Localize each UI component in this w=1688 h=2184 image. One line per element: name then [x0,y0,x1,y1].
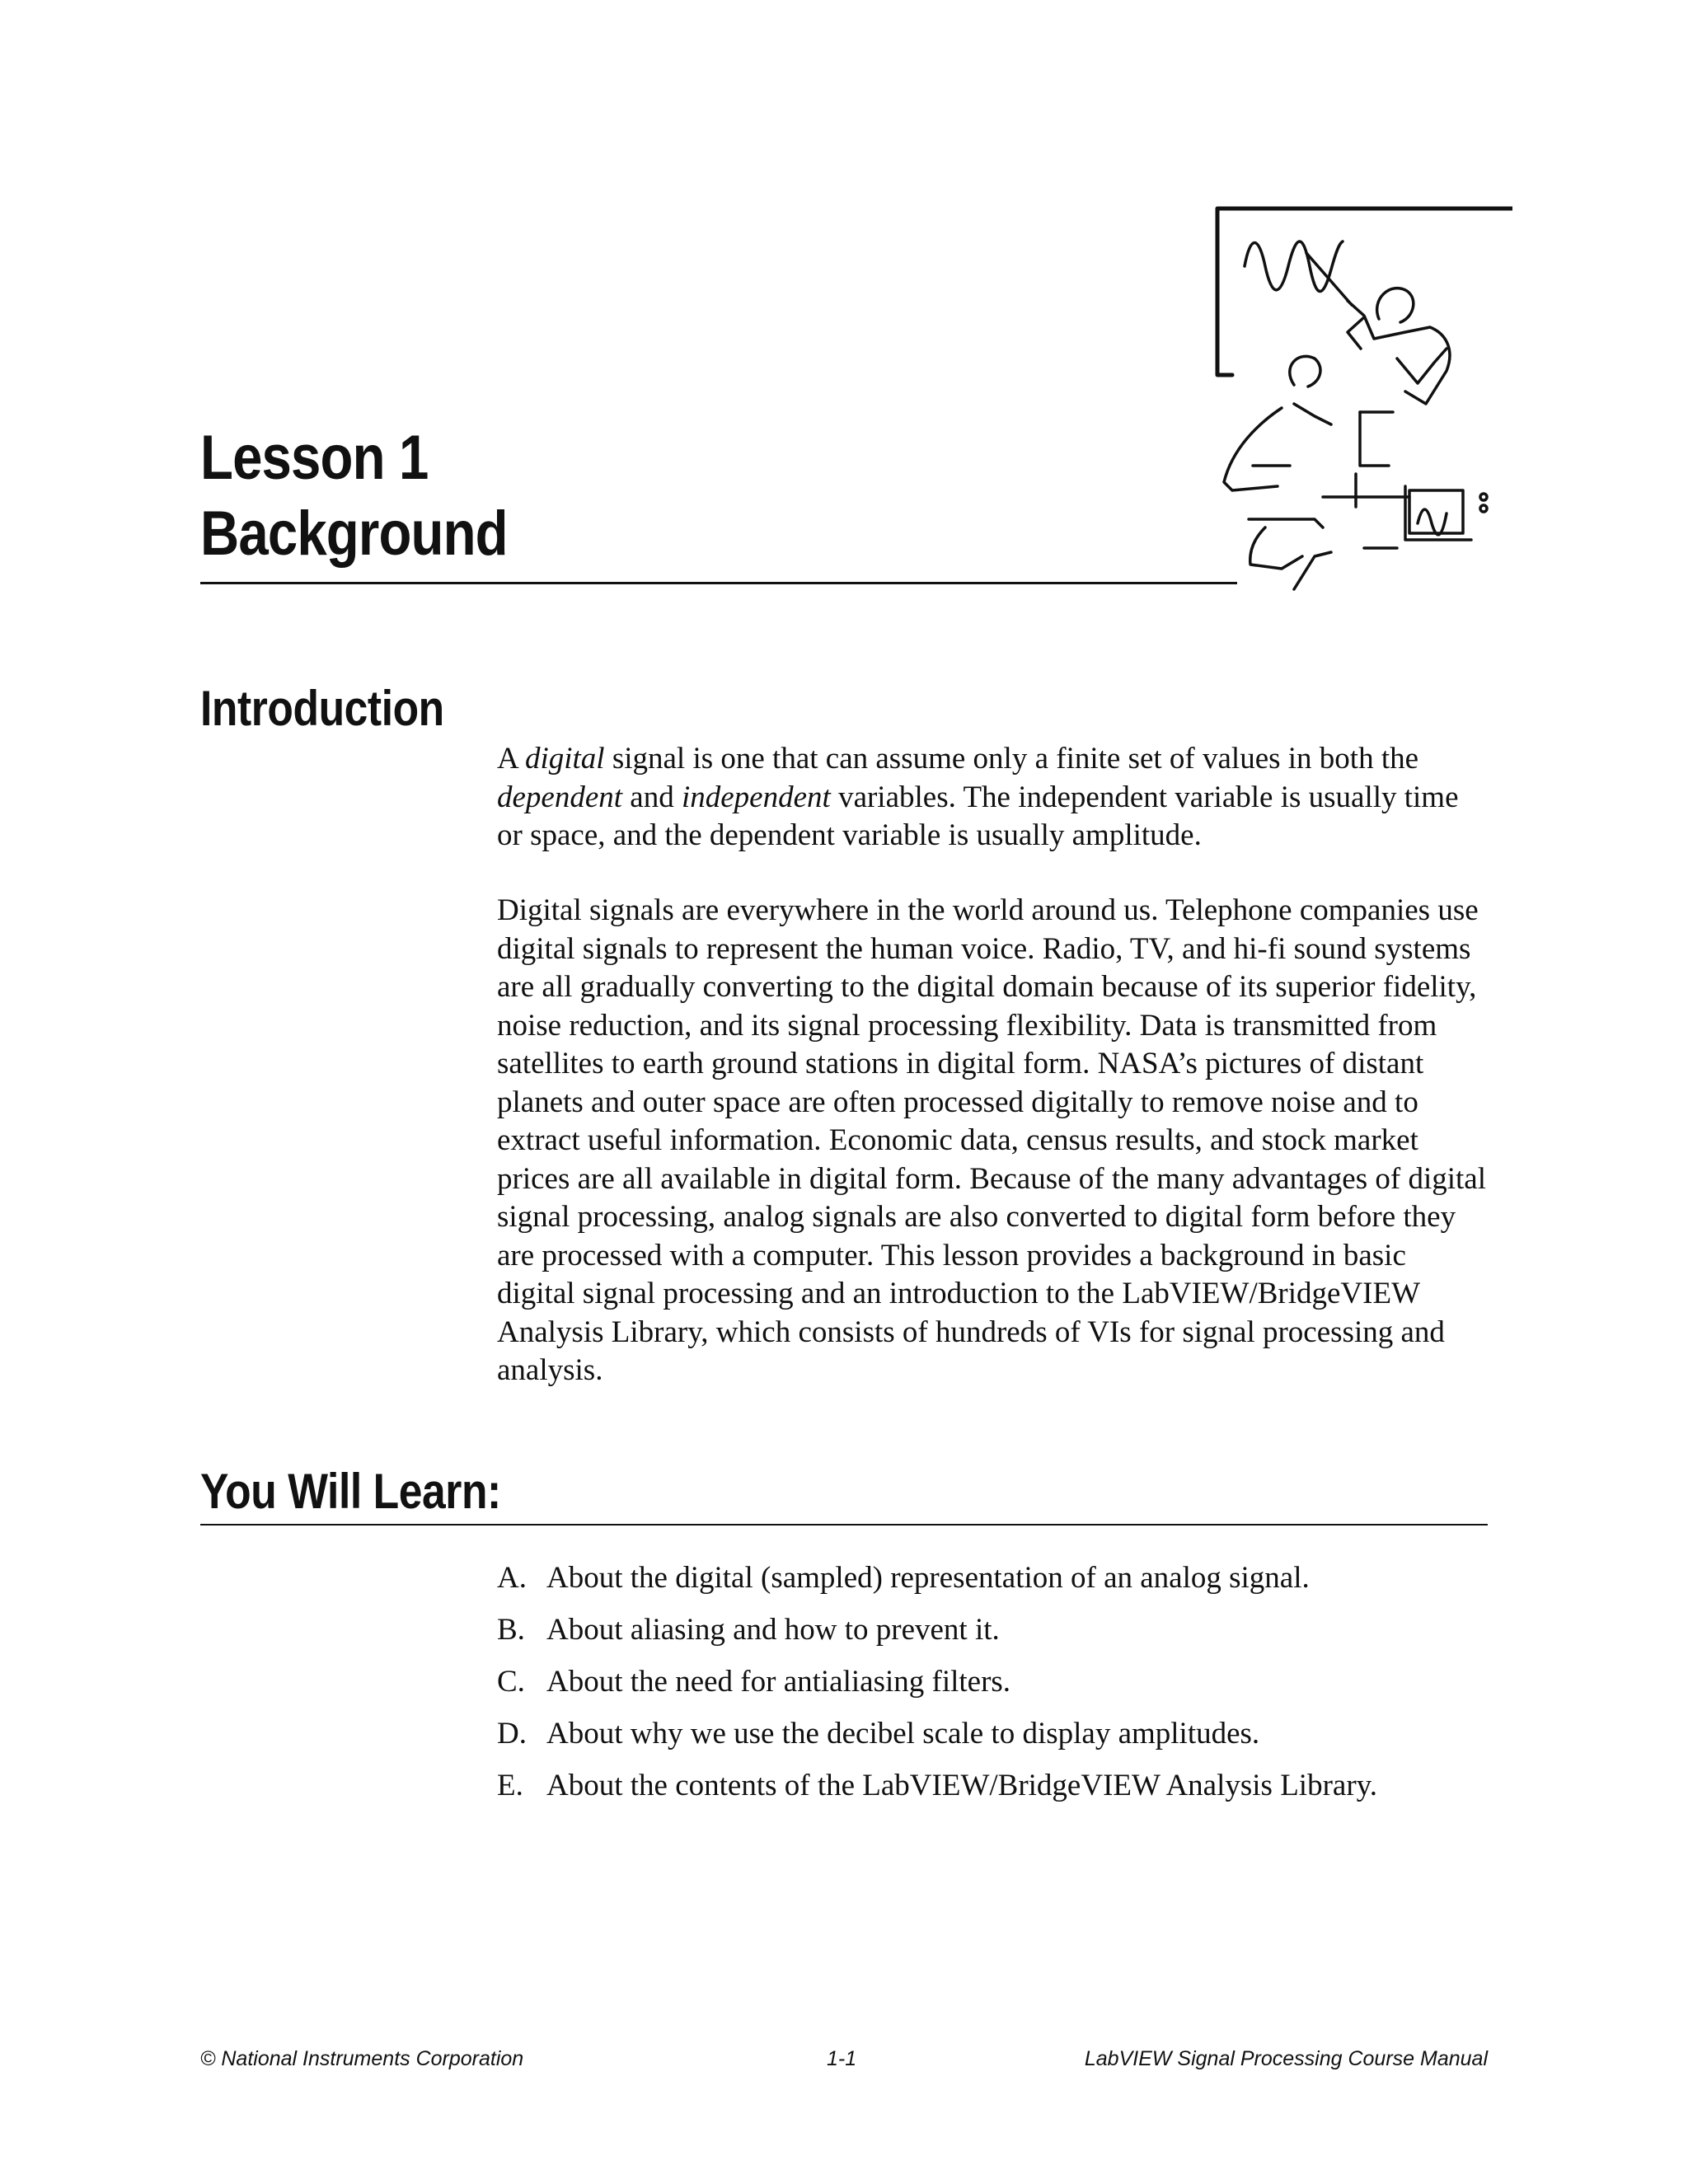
footer-manual-title: LabVIEW Signal Processing Course Manual [1084,2047,1488,2070]
item-text: About aliasing and how to prevent it. [546,1613,1000,1647]
introduction-heading: Introduction [200,681,444,736]
intro-text: variables. The independent variable is usually time or space, and the dependent variable is usually amplitude. [497,780,1459,852]
intro-text: signal is one that can assume only a finite set of values in both the [604,742,1419,776]
intro-text: and [622,780,682,814]
item-letter: D. [497,1717,527,1750]
scientist-illustration [1199,202,1512,602]
chapter-title [200,420,508,572]
learning-objectives-list [497,1559,1503,1819]
title-rule [200,582,1237,584]
item-letter: E. [497,1769,523,1802]
page-footer [200,2047,1488,2080]
item-letter: A. [497,1561,527,1595]
you-will-learn-heading: You Will Learn: [200,1464,501,1519]
emphasis-independent: independent [681,780,831,814]
chapter-number: Lesson 1 [200,423,429,493]
item-letter: C. [497,1665,525,1699]
item-letter: B. [497,1613,525,1647]
intro-paragraph-2: Digital signals are everywhere in the world around us. Telephone companies use digital signals to represent the human voice. Radio, TV, and hi-fi sound systems are all gradually converting to the digital domain because of its superior fidelity, noise reduction, and its signal processing flexibility. Data is transmitted from satellites to earth ground stations in digital form. NASA’s pictures of distant planets and outer space are often processed digitally to remove noise and to extract useful information. Economic data, census results, and stock market prices are all available in digital form. Because of the many advantages of digital signal processing, analog signals are also converted to digital form before they are processed with a computer. This lesson provides a background in basic digital signal processing and an introduction to the LabVIEW/BridgeVIEW Analysis Library, which consists of hundreds of VIs for signal processing and analysis. [497,893,1486,1387]
chapter-name: Background [200,499,508,569]
list-item [497,1559,1503,1611]
list-item [497,1611,1503,1663]
item-text: About the need for antialiasing filters. [546,1665,1011,1699]
emphasis-digital: digital [524,742,605,776]
list-item [497,1767,1503,1819]
list-item [497,1663,1503,1715]
item-text: About the contents of the LabVIEW/BridgeVIEW Analysis Library. [546,1769,1377,1802]
page-number: 1-1 [827,2047,857,2070]
section-rule [200,1524,1488,1526]
list-item [497,1715,1503,1767]
footer-copyright: © National Instruments Corporation [200,2047,524,2070]
intro-paragraph-1 [497,740,1490,855]
intro-text: A [497,742,525,776]
emphasis-dependent: dependent [497,780,623,814]
item-text: About why we use the decibel scale to display amplitudes. [546,1717,1260,1750]
item-text: About the digital (sampled) representation of an analog signal. [546,1561,1310,1595]
